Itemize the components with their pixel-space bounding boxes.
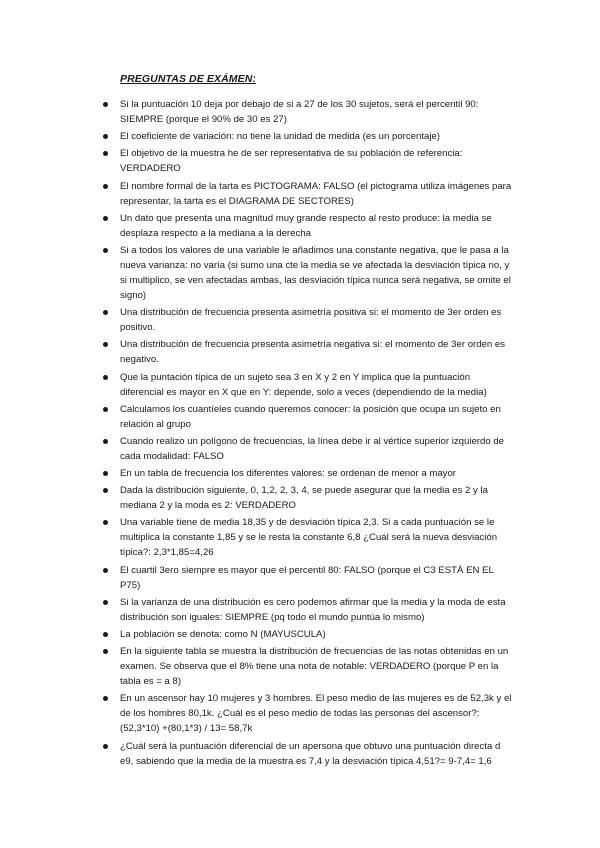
item-text: Una distribución de frecuencia presenta asimetría positiva si: el momento de 3er orden es positivo. <box>120 307 502 334</box>
item-text: Una variable tiene de media 18,35 y de desviación típica 2,3. Si a cada puntuación se le multiplica la constante 1,85 y se le resta la constante 6,8 ¿Cuál será la nueva desviación típica?: 2,3*1,85=4,26 <box>120 517 498 559</box>
bullet-icon <box>103 600 108 605</box>
bullet-icon <box>103 342 108 347</box>
bullet-icon <box>103 471 108 476</box>
item-text: Dada la distribución siguiente, 0, 1,2, 2, 3, 4, se puede asegurar que la media es 2 y la mediana 2 y la moda es 2: VERDADERO <box>120 485 488 512</box>
list-item <box>0 644 600 689</box>
item-text: Si a todos los valores de una variable le añadimos una constante negativa, que le pasa a la nueva varianza: no varía (si sumo una cte la media se ve afectada la desviación típica no, y si multiplico, se ven afectadas ambas, las desviación típica nunca será negativa, se omite el signo) <box>120 244 511 301</box>
item-text: La población se denota: como N (MAYUSCULA) <box>120 629 326 640</box>
list-item <box>0 179 600 209</box>
item-text: En un ascensor hay 10 mujeres y 3 hombres. El peso medio de las mujeres es de 52,3k y el de los hombres 80,1k. ¿Cuál es el peso medio de todas las personas del ascensor?: (52,3*10) +(80,1*3) / 13= 58,7k <box>120 693 512 735</box>
question-list <box>0 97 600 771</box>
bullet-icon <box>103 744 108 749</box>
list-item <box>0 434 600 464</box>
item-text: En la siguiente tabla se muestra la distribución de frecuencias de las notas obtenidas en un examen. Se observa que el 8% tiene una nota de notable: VERDADERO (porque P en la tabla es = a 8) <box>120 646 509 688</box>
bullet-icon <box>103 248 108 253</box>
bullet-icon <box>103 407 108 412</box>
list-item <box>0 97 600 127</box>
item-text: ¿Cuál será la puntuación diferencial de un apersona que obtuvo una puntuación directa d e9, sabiendo que la media de la muestra es 7,4 y la desviación típica 4,51?= 9-7,4= 1,6 <box>120 740 501 767</box>
list-item <box>0 211 600 241</box>
list-item <box>0 337 600 367</box>
bullet-icon <box>103 310 108 315</box>
item-text: Si la puntuación 10 deja por debajo de si a 27 de los 30 sujetos, será el percentil 90: SIEMPRE (porque el 90% de 30 es 27) <box>120 99 479 125</box>
bullet-icon <box>103 102 108 107</box>
list-item <box>0 243 600 303</box>
list-item <box>0 402 600 432</box>
item-text: El objetivo de la muestra he de ser representativa de su población de referencia: VERDADERO <box>120 148 463 175</box>
item-text: El cuartil 3ero siempre es mayor que el percentil 80: FALSO (porque el C3 ESTÁ EN EL P75) <box>120 564 494 591</box>
list-item <box>0 515 600 560</box>
item-text: En un tabla de frecuencia los diferentes valores: se ordenan de menor a mayor <box>120 468 456 480</box>
list-item <box>0 466 600 481</box>
bullet-icon <box>103 151 108 156</box>
list-item <box>0 739 600 769</box>
bullet-icon <box>103 649 108 654</box>
list-item <box>0 483 600 513</box>
list-item <box>0 370 600 400</box>
bullet-icon <box>103 520 108 525</box>
list-item <box>0 627 600 642</box>
list-item <box>0 691 600 736</box>
item-text: Un dato que presenta una magnitud muy grande respecto al resto produce: la media se desplaza respecto a la mediana a la derecha <box>120 212 492 239</box>
bullet-icon <box>103 696 108 701</box>
bullet-icon <box>103 184 108 189</box>
bullet-icon <box>103 632 108 637</box>
bullet-icon <box>103 439 108 444</box>
page-title: PREGUNTAS DE EXÁMEN: <box>120 73 256 85</box>
item-text: Calculamos los cuantíeles cuando queremos conocer: la posición que ocupa un sujeto en relación al grupo <box>120 403 501 430</box>
item-text: Que la puntación típica de un sujeto sea 3 en X y 2 en Y implica que la puntuación diferencial es mayor en X que en Y: depende, solo a veces (dependiendo de la media) <box>120 371 487 398</box>
list-item <box>0 146 600 176</box>
list-item <box>0 563 600 593</box>
item-text: Si la varianza de una distribución es cero podemos afirmar que la media y la moda de esta distribución son iguales: SIEMPRE (pq todo el mundo puntúa lo mismo) <box>120 596 506 623</box>
bullet-icon <box>103 216 108 221</box>
item-text: El nombre formal de la tarta es PICTOGRAMA: FALSO (el pictograma utiliza imágenes para representar, la tarta es el DIAGRAMA DE SECTORES) <box>120 180 512 207</box>
item-text: Cuando realizo un polígono de frecuencias, la línea debe ir al vértice superior izquierdo de cada modalidad: FALSO <box>120 435 504 462</box>
item-text: Una distribución de frecuencia presenta asimetría negativa si: el momento de 3er orden es negativo. <box>120 339 506 366</box>
bullet-icon <box>103 568 108 573</box>
list-item <box>0 305 600 335</box>
list-item <box>0 595 600 625</box>
bullet-icon <box>103 375 108 380</box>
bullet-icon <box>103 134 108 139</box>
item-text: El coeficiente de variación: no tiene la unidad de medida (es un porcentaje) <box>120 131 440 143</box>
list-item <box>0 129 600 144</box>
bullet-icon <box>103 488 108 493</box>
